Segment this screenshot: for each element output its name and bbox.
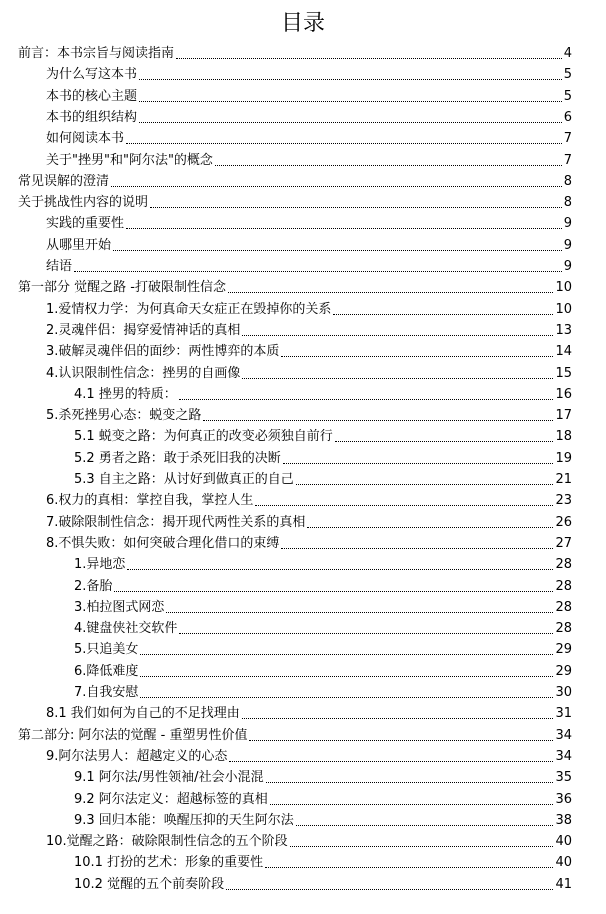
toc-entry[interactable] xyxy=(46,255,572,276)
toc-entry-label: 关于"挫男"和"阿尔法"的概念 xyxy=(46,152,213,168)
toc-entry-label: 6.权力的真相：掌控自我，掌控人生 xyxy=(46,493,254,509)
toc-entry[interactable] xyxy=(46,745,572,766)
dot-leader xyxy=(266,782,554,783)
dot-leader xyxy=(281,356,553,357)
toc-entry-label: 9.3 回归本能：唤醒压抑的天生阿尔法 xyxy=(74,812,294,828)
page-title: 目录 xyxy=(280,11,325,36)
toc-entry[interactable] xyxy=(74,425,572,446)
toc-entry[interactable] xyxy=(46,319,572,340)
toc-entry-page-number: 5 xyxy=(563,88,572,104)
toc-entry[interactable] xyxy=(74,447,572,468)
dot-leader xyxy=(114,591,553,592)
dot-leader xyxy=(166,612,553,613)
dot-leader xyxy=(139,122,562,123)
toc-entry-label: 2.灵魂伴侣：揭穿爱情神话的真相 xyxy=(46,322,241,338)
toc-entry[interactable] xyxy=(46,85,572,106)
toc-entry[interactable] xyxy=(74,809,572,830)
toc-entry[interactable] xyxy=(74,681,572,702)
dot-leader xyxy=(242,335,553,336)
dot-leader xyxy=(281,548,553,549)
toc-entry-page-number: 5 xyxy=(563,67,572,83)
dot-leader xyxy=(229,761,553,762)
toc-entry-label: 5.3 自主之路：从讨好到做真正的自己 xyxy=(74,472,294,487)
toc-entry-page-number: 27 xyxy=(555,535,572,551)
toc-entry-page-number: 7 xyxy=(563,131,572,147)
dot-leader xyxy=(126,143,562,144)
toc-entry-label: 9.阿尔法男人：超越定义的心态 xyxy=(46,748,228,764)
toc-entry-label: 结语 xyxy=(46,259,73,274)
toc-entry-page-number: 29 xyxy=(555,642,572,658)
toc-entry-label: 4.认识限制性信念：挫男的自画像 xyxy=(46,365,241,381)
toc-entry[interactable] xyxy=(74,788,572,809)
toc-entry-page-number: 9 xyxy=(563,216,572,232)
toc-entry-page-number: 36 xyxy=(555,791,572,807)
toc-entry-page-number: 38 xyxy=(555,812,572,828)
toc-entry[interactable] xyxy=(46,489,572,510)
toc-entry-page-number: 9 xyxy=(563,259,572,274)
toc-entry[interactable] xyxy=(46,532,572,553)
toc-entry[interactable] xyxy=(46,340,572,361)
toc-entry-label: 第二部分: 阿尔法的觉醒 - 重塑男性价值 xyxy=(18,727,248,743)
toc-entry-page-number: 8 xyxy=(563,173,572,189)
toc-entry-page-number: 31 xyxy=(555,706,572,722)
toc-entry[interactable] xyxy=(18,276,572,297)
toc-entry[interactable] xyxy=(74,617,572,638)
toc-entry[interactable] xyxy=(18,724,572,745)
toc-entry-label: 4.键盘侠社交软件 xyxy=(74,621,178,637)
toc-entry-page-number: 23 xyxy=(555,493,572,509)
toc-entry-page-number: 6 xyxy=(563,109,572,125)
toc-entry-label: 6.降低难度 xyxy=(74,663,139,679)
toc-entry-label: 7.破除限制性信念：揭开现代两性关系的真相 xyxy=(46,514,306,530)
toc-entry-label: 7.自我安慰 xyxy=(74,685,139,700)
toc-entry[interactable] xyxy=(46,830,572,851)
toc-entry-page-number: 17 xyxy=(555,408,572,424)
dot-leader xyxy=(74,271,562,272)
toc-entry[interactable] xyxy=(46,702,572,723)
toc-entry-label: 常见误解的澄清 xyxy=(18,173,110,189)
dot-leader xyxy=(139,79,562,80)
toc-entry[interactable] xyxy=(46,63,572,84)
dot-leader xyxy=(215,165,562,166)
dot-leader xyxy=(127,569,553,570)
toc-entry-page-number: 4 xyxy=(563,46,572,61)
toc-entry[interactable] xyxy=(74,596,572,617)
dot-leader xyxy=(179,399,554,400)
toc-entry[interactable] xyxy=(74,873,572,894)
toc-entry[interactable] xyxy=(74,660,572,681)
toc-entry[interactable] xyxy=(46,362,572,383)
toc-entry-page-number: 40 xyxy=(555,834,572,850)
toc-entry-page-number: 10 xyxy=(555,280,572,296)
dot-leader xyxy=(255,505,553,506)
toc-entry-label: 8.1 我们如何为自己的不足找理由 xyxy=(46,706,240,722)
toc-entry[interactable] xyxy=(18,42,572,63)
dot-leader xyxy=(150,207,562,208)
toc-entry-label: 3.柏拉图式网恋 xyxy=(74,599,165,615)
toc-entry-label: 10.2 觉醒的五个前奏阶段 xyxy=(74,876,225,892)
toc-entry-page-number: 28 xyxy=(555,578,572,594)
toc-entry[interactable] xyxy=(46,212,572,233)
toc-entry[interactable] xyxy=(46,149,572,170)
toc-entry[interactable] xyxy=(18,191,572,212)
toc-entry-page-number: 19 xyxy=(555,450,572,466)
dot-leader xyxy=(111,186,562,187)
dot-leader xyxy=(228,292,553,293)
toc-entry-label: 2.备胎 xyxy=(74,578,113,594)
dot-leader xyxy=(249,740,553,741)
dot-leader xyxy=(113,250,562,251)
toc-entry-label: 第一部分 觉醒之路 -打破限制性信念 xyxy=(18,280,226,296)
toc-entry[interactable] xyxy=(46,511,572,532)
dot-leader xyxy=(140,676,553,677)
toc-entry-page-number: 13 xyxy=(555,322,572,338)
toc-entry[interactable] xyxy=(74,553,572,574)
toc-entry-label: 5.只追美女 xyxy=(74,642,139,658)
toc-entry[interactable] xyxy=(18,170,572,191)
dot-leader xyxy=(307,527,553,528)
toc-entry-label: 5.1 蜕变之路：为何真正的改变必须独自前行 xyxy=(74,429,333,445)
toc-entry[interactable] xyxy=(46,234,572,255)
toc-entry-label: 3.破解灵魂伴侣的面纱：两性博弈的本质 xyxy=(46,344,280,360)
dot-leader xyxy=(290,846,554,847)
dot-leader xyxy=(270,804,554,805)
dot-leader xyxy=(179,633,553,634)
toc-entry-label: 从哪里开始 xyxy=(46,237,112,253)
dot-leader xyxy=(226,889,553,890)
toc-entry-page-number: 21 xyxy=(555,472,572,487)
toc-entry-label: 如何阅读本书 xyxy=(46,131,125,147)
toc-entry-page-number: 34 xyxy=(555,748,572,764)
toc-entry-label: 本书的组织结构 xyxy=(46,109,138,125)
toc-entry-page-number: 15 xyxy=(555,365,572,381)
toc-entry[interactable] xyxy=(74,383,572,404)
toc-entry-page-number: 28 xyxy=(555,621,572,637)
toc-entry-label: 实践的重要性 xyxy=(46,216,125,232)
dot-leader xyxy=(242,718,554,719)
toc-entry-label: 9.1 阿尔法/男性领袖/社会小混混 xyxy=(74,770,264,786)
toc-entry-label: 10.1 打扮的艺术：形象的重要性 xyxy=(74,855,264,871)
toc-entry-page-number: 14 xyxy=(555,344,572,360)
toc-entry-page-number: 10 xyxy=(555,301,572,317)
toc-entry[interactable] xyxy=(74,638,572,659)
dot-leader xyxy=(242,378,553,379)
toc-entry-label: 5.杀死挫男心态：蜕变之路 xyxy=(46,408,202,424)
toc-entry-page-number: 35 xyxy=(555,770,572,786)
dot-leader xyxy=(140,654,553,655)
toc-entry-page-number: 26 xyxy=(555,514,572,530)
toc-entry-label: 前言：本书宗旨与阅读指南 xyxy=(18,46,175,61)
toc-entry-label: 1.爱情权力学：为何真命天女症正在毁掉你的关系 xyxy=(46,301,332,317)
dot-leader xyxy=(335,441,554,442)
toc-entry[interactable] xyxy=(46,106,572,127)
toc-entry-label: 本书的核心主题 xyxy=(46,88,138,104)
toc-entry-label: 9.2 阿尔法定义：超越标签的真相 xyxy=(74,791,268,807)
toc-entry-page-number: 28 xyxy=(555,599,572,615)
toc-entry-label: 为什么写这本书 xyxy=(46,67,138,83)
toc-entry-label: 8.不惧失败：如何突破合理化借口的束缚 xyxy=(46,535,280,551)
dot-leader xyxy=(176,58,562,59)
dot-leader xyxy=(203,420,553,421)
toc-entry-page-number: 8 xyxy=(563,195,572,211)
toc-entry[interactable] xyxy=(74,766,572,787)
toc-entry-page-number: 16 xyxy=(555,386,572,402)
dot-leader xyxy=(283,463,554,464)
dot-leader xyxy=(139,101,562,102)
toc-entry[interactable] xyxy=(74,468,572,489)
toc-entry-page-number: 41 xyxy=(555,876,572,892)
toc-entry-label: 1.异地恋 xyxy=(74,557,126,573)
toc-entry-page-number: 9 xyxy=(563,237,572,253)
toc-entry-page-number: 18 xyxy=(555,429,572,445)
toc-entry[interactable] xyxy=(46,127,572,148)
toc-entry-page-number: 28 xyxy=(555,557,572,573)
toc-entry[interactable] xyxy=(74,575,572,596)
toc-entry[interactable] xyxy=(46,298,572,319)
dot-leader xyxy=(296,484,554,485)
toc-entry-label: 5.2 勇者之路：敢于杀死旧我的决断 xyxy=(74,450,281,466)
toc-entry-page-number: 34 xyxy=(555,727,572,743)
dot-leader xyxy=(126,228,562,229)
toc-entry-page-number: 29 xyxy=(555,663,572,679)
toc-entry-page-number: 30 xyxy=(555,685,572,700)
dot-leader xyxy=(265,867,553,868)
dot-leader xyxy=(333,314,553,315)
toc-entry[interactable] xyxy=(46,404,572,425)
dot-leader xyxy=(140,697,553,698)
toc-entry-label: 10.觉醒之路：破除限制性信念的五个阶段 xyxy=(46,834,288,850)
toc-entry-label: 4.1 挫男的特质： xyxy=(74,386,177,402)
toc-entry-page-number: 7 xyxy=(563,152,572,168)
toc-entry[interactable] xyxy=(74,851,572,872)
dot-leader xyxy=(296,825,554,826)
toc-entry-label: 关于挑战性内容的说明 xyxy=(18,195,149,211)
toc-entry-page-number: 40 xyxy=(555,855,572,871)
